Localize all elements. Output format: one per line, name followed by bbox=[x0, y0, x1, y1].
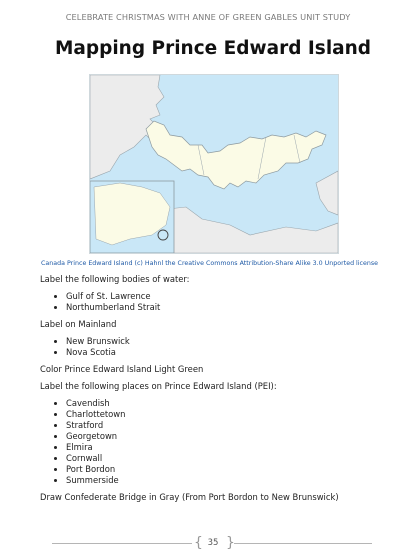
left-bracket-ornament: { bbox=[194, 535, 203, 551]
list-item: • Nova Scotia bbox=[66, 347, 390, 358]
pei-map-image bbox=[90, 75, 338, 253]
places-list bbox=[40, 398, 390, 486]
page-number: 35 bbox=[207, 538, 219, 548]
unit-study-header: CELEBRATE CHRISTMAS WITH ANNE OF GREEN GABLES UNIT STUDY bbox=[65, 12, 351, 22]
mainland-label: Label on Mainland bbox=[40, 319, 117, 329]
places-label: Label the following places on Prince Edward Island (PEI): bbox=[40, 381, 277, 391]
list-item: • Charlottetown bbox=[66, 409, 390, 420]
list-item: • Cornwall bbox=[66, 453, 390, 464]
right-bracket-ornament: } bbox=[226, 535, 235, 551]
list-item: • Port Bordon bbox=[66, 464, 390, 475]
list-item: • Georgetown bbox=[66, 431, 390, 442]
footer-divider-right bbox=[234, 543, 372, 544]
footer-divider-left bbox=[52, 543, 192, 544]
list-item: • Stratford bbox=[66, 420, 390, 431]
mainland-list bbox=[40, 336, 390, 358]
list-item: • Elmira bbox=[66, 442, 390, 453]
list-item: • Cavendish bbox=[66, 398, 390, 409]
page-title: Mapping Prince Edward Island bbox=[54, 38, 372, 59]
bridge-instruction: Draw Confederate Bridge in Gray (From Port Bordon to New Brunswick) bbox=[40, 492, 339, 502]
list-item: • New Brunswick bbox=[66, 336, 390, 347]
color-instruction: Color Prince Edward Island Light Green bbox=[40, 364, 204, 374]
water-list bbox=[40, 291, 390, 313]
list-item: • Summerside bbox=[66, 475, 390, 486]
list-item: • Northumberland Strait bbox=[66, 302, 390, 313]
water-label: Label the following bodies of water: bbox=[40, 274, 190, 284]
pei-map bbox=[89, 74, 339, 254]
worksheet-instructions bbox=[40, 274, 390, 509]
list-item: • Gulf of St. Lawrence bbox=[66, 291, 390, 302]
map-attribution-caption: Canada Prince Edward Island (c) Hahnl the Creative Commons Attribution-Share Alike 3.0 Unported license bbox=[41, 260, 379, 267]
